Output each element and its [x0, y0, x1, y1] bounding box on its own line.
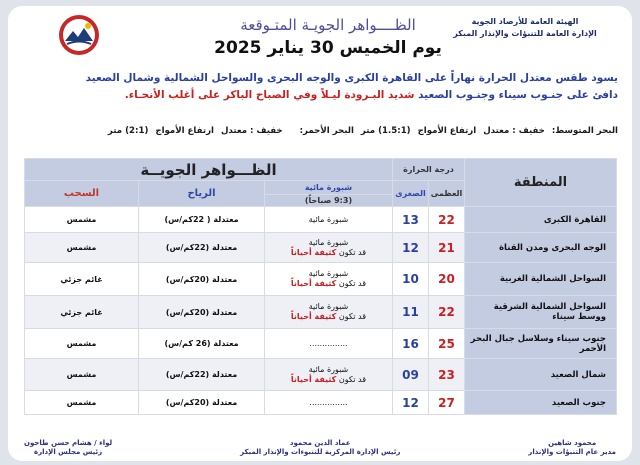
row-cloud: مشمس [25, 391, 139, 415]
row-region: جنوب سيناء وسلاسل جبال البحر الأحمر [465, 329, 617, 359]
row-region: القاهرة الكبرى [465, 207, 617, 233]
forecast-card [8, 6, 632, 461]
row-region: جنوب الصعيد [465, 391, 617, 415]
row-cloud: مشمس [25, 359, 139, 391]
red-sea-label: البحر الأحمر: [299, 126, 354, 136]
row-min: 11 [393, 296, 429, 329]
row-cloud: مشمس [25, 207, 139, 233]
header-fog-time: (9:3 صباحاً) [265, 195, 393, 207]
med-wave-label: ارتفاع الأمواج [417, 126, 477, 136]
row-region: شمال الصعيد [465, 359, 617, 391]
table-row [25, 329, 617, 359]
red-wave-label: ارتفاع الأمواج [155, 126, 214, 136]
med-sea-label: البحر المتوسط: [551, 126, 618, 136]
sea-status [18, 126, 618, 136]
forecast-description [18, 70, 618, 104]
row-min: 10 [393, 263, 429, 296]
header-min-temp: الصغرى [393, 181, 429, 207]
row-wind: معتدلة (20كم/س) [139, 263, 265, 296]
row-cloud: مشمس [25, 233, 139, 263]
row-min: 12 [393, 233, 429, 263]
row-cloud: غائم جزئي [25, 296, 139, 329]
header-region: المنطقة [465, 159, 617, 207]
row-wind: معتدلة (20كم/س) [139, 391, 265, 415]
row-max: 21 [429, 233, 465, 263]
table-row [25, 296, 617, 329]
org-line-2: الإدارة العامة للتنبؤات والإنذار المبكر [453, 29, 597, 38]
row-wind: معتدلة (22كم/س) [139, 233, 265, 263]
header [8, 6, 632, 70]
signature-left: لواء / هشام حسن طاحون رئيس مجلس الإدارة [24, 439, 113, 456]
description-line-2a: دافئ على جنـوب سيناء وجنـوب الصعيد [414, 89, 618, 101]
row-max: 22 [429, 207, 465, 233]
description-line-1: يسود طقس معتدل الحرارة نهاراً على القاهرة الكبرى والوجه البحرى والسواحل الشمالية وشمال الصعيد [85, 72, 618, 84]
row-fog: شبورة مائية قد تكون كثيفة أحياناً [265, 296, 393, 329]
row-fog: شبورة مائية قد تكون كثيفة أحياناً [265, 359, 393, 391]
row-wind: معتدلة ( 22كم/س) [139, 207, 265, 233]
header-max-temp: العظمى [429, 181, 465, 207]
signature-right: محمود شاهين مدير عام التنبؤات والإنذار [528, 439, 616, 456]
red-sea-value: خفيف : معتدل [220, 126, 283, 136]
row-cloud: غائم جزئي [25, 263, 139, 296]
signature-center: عماد الدين محمود رئيس الإدارة المركزية للتنبوءات والإنذار المبكر [240, 439, 401, 456]
forecast-date: يوم الخميس 30 يناير 2025 [214, 38, 442, 58]
row-wind: معتدلة (20كم/س) [139, 296, 265, 329]
row-max: 27 [429, 391, 465, 415]
table-row [25, 263, 617, 296]
header-fog: شبورة مائية [265, 181, 393, 195]
signatures [24, 439, 616, 457]
row-fog: ............... [265, 329, 393, 359]
row-fog: شبورة مائية قد تكون كثيفة أحياناً [265, 263, 393, 296]
red-wave-value: (2:1) متر [107, 126, 149, 136]
med-sea-value: خفيف : معتدل [483, 126, 545, 136]
row-max: 25 [429, 329, 465, 359]
table-row [25, 233, 617, 263]
org-line-1: الهيئة العامة للأرصاد الجوية [471, 17, 579, 26]
forecast-table [24, 158, 617, 415]
row-max: 23 [429, 359, 465, 391]
row-min: 12 [393, 391, 429, 415]
row-fog: شبورة مائية قد تكون كثيفة أحياناً [265, 233, 393, 263]
row-max: 20 [429, 263, 465, 296]
row-wind: معتدلة (22كم/س) [139, 359, 265, 391]
row-min: 16 [393, 329, 429, 359]
header-temperature: درجة الحرارة [393, 159, 465, 181]
row-region: السواحل الشمالية الغربية [465, 263, 617, 296]
row-region: السواحل الشمالية الشرقية ووسط سيناء [465, 296, 617, 329]
header-wind: الرياح [139, 181, 265, 207]
header-phenomena: الظـــواهر الجويــة [25, 159, 393, 181]
med-wave-value: (1.5:1) متر [360, 126, 411, 136]
description-line-2b: شديد البـرودة ليـلاً وفي الصباح الباكر على أغلب الأنحـاء. [124, 89, 415, 101]
row-min: 09 [393, 359, 429, 391]
table-row [25, 207, 617, 233]
document-title: الظــــواهر الجويـة المتـوقعة [240, 16, 416, 34]
row-region: الوجه البحرى ومدن القناة [465, 233, 617, 263]
authority-logo-icon [58, 14, 100, 56]
row-min: 13 [393, 207, 429, 233]
row-fog: ............... [265, 391, 393, 415]
row-cloud: مشمس [25, 329, 139, 359]
row-fog: شبورة مائية [265, 207, 393, 233]
row-wind: معتدلة (26 كم/س) [139, 329, 265, 359]
row-max: 22 [429, 296, 465, 329]
table-row [25, 359, 617, 391]
header-clouds: السحب [25, 181, 139, 207]
table-row [25, 391, 617, 415]
